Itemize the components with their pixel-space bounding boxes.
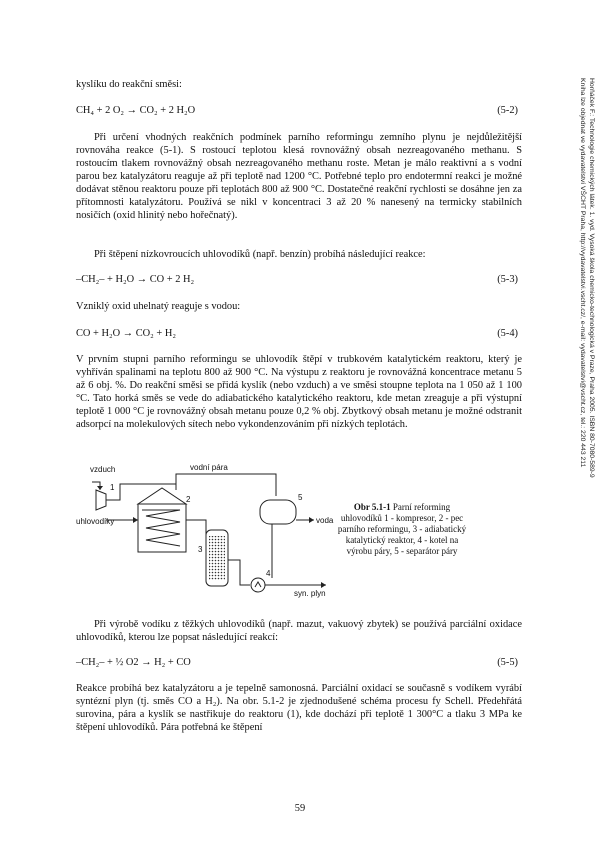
furnace-to-reactor-line <box>186 520 206 560</box>
text-line: kyslíku do reakční směsi: <box>76 79 182 90</box>
reactor-catalyst-bed <box>209 536 225 580</box>
equation-text: –CH₂– + H₂O → CO + 2 H₂ <box>76 274 195 285</box>
caption-text: Parní reforming uhlovodíků 1 - kompresor, 2 - pec parního reformingu, 3 - adiabatický katalytický reaktor, 4 - kotel na výrobu páry, 5 - separátor páry <box>337 502 467 556</box>
side-note-line: Kniha lze objednat ve vydavatelství VŠCHT Praha, http://vydavatelstvi.vscht.cz/, e-mail: vydavatelstvi@vscht.cz, tel.: 220 443 211 <box>579 78 586 468</box>
side-note <box>562 78 596 623</box>
label-4: 4 <box>266 569 271 578</box>
paragraph: Při štěpení nízkovroucích uhlovodíků (např. benzín) probíhá následující reakce: <box>94 249 426 260</box>
equation-text: CH₄ + 2 O₂ → CO₂ + 2 H₂O <box>76 105 196 116</box>
paragraph: V prvním stupni parního reformingu se uhlovodík štěpí v trubkovém katalytickém reaktoru, který je vyhříván spalinami na teplotu 800 až 900 °C. Na výstupu z reaktoru je rovnovážná koncentrace metanu 5 až 6 obj. %. Do reakční směsi se přidá kyslík (nebo vzduch) a ve směsi stoupne teplota na 1 050 až 1 100 °C. Tato horká směs se vede do adiabatického katalytického reaktoru, kde metan zreaguje a při výstupní teplotě 1 000 °C je rovnovážný obsah metanu pouze 0,2 % obj. Zbytkový obsah metanu je možné odstranit adsorpcí na molekulových sítech nebo vykondenzováním při nízkých teplotách. <box>76 354 522 430</box>
arrow-icon <box>309 517 314 523</box>
label-3: 3 <box>198 545 203 554</box>
arrow-icon <box>97 486 103 490</box>
arrow-icon <box>321 582 326 588</box>
reactor-outlet-line <box>228 560 250 585</box>
paragraph: Při výrobě vodíku z těžkých uhlovodíků (např. mazut, vakuový zbytek) se používá parciální oxidace uhlovodíků, kterou lze popsat následující reakcí: <box>76 619 522 643</box>
compressor-icon <box>96 490 106 510</box>
label-vodni-para: vodní pára <box>190 463 228 472</box>
furnace-roof <box>138 488 186 504</box>
label-uhlovodiky: uhlovodíky <box>76 517 115 526</box>
equation-5-3 <box>76 273 522 286</box>
label-5: 5 <box>298 493 303 502</box>
equation-5-2 <box>76 104 522 117</box>
paragraph: Vzniklý oxid uhelnatý reaguje s vodou: <box>76 301 241 312</box>
label-vzduch: vzduch <box>90 465 116 474</box>
equation-number: (5-4) <box>497 328 518 339</box>
equation-text: –CH₂– + ½ O2 → H₂ + CO <box>76 657 191 668</box>
paragraph: Při určení vhodných reakčních podmínek parního reformingu zemního plynu je nejdůležitější rovnováha reakce (5-1). S rostoucí teplotou klesá rovnovážný obsah nezreagovaného methanu. S rostoucím tlakem rovnovážný obsah nezreagovaného methanu roste. Metan je málo reaktivní a s vodní parou bez katalyzátoru reaguje až při teplotě nad 1200 °C. Potřebné teplo pro endotermní reakci je možné dodávat stěnou reaktoru pouze při teplotách 800 až 900 °C. Dostatečné reakční rychlosti se dosáhne jen za přítomnosti katalyzátoru. Používá se nikl v koncentraci 3 až 20 % nanesený na termicky stabilních nosičích (oxid hlinitý nebo hořečnatý). <box>76 132 522 221</box>
process-diagram <box>76 460 338 598</box>
paragraph: Reakce probíhá bez katalyzátoru a je tepelně samonosná. Parciální oxidací se současně s vodíkem vyrábí syntézní plyn (tj. směs CO a H₂). Na obr. 5.1-2 je zjednodušené schéma procesu fy Schell. Předehřátá surovina, pára a kyslík se nastřikuje do reaktoru (1), kde dochází při teplotě 1 300°C a tlaku 3 MPa ke štěpení uhlovodíků. Pára potřebná ke štěpení <box>76 683 522 733</box>
figure-caption <box>337 502 467 557</box>
furnace-icon <box>138 504 186 552</box>
label-2: 2 <box>186 495 191 504</box>
label-syn-plyn: syn. plyn <box>294 589 326 598</box>
equation-5-4 <box>76 327 522 340</box>
steam-line <box>176 474 276 496</box>
label-1: 1 <box>110 483 115 492</box>
equation-5-5 <box>76 656 522 669</box>
side-note-line: Horňáček F.: Technologie chemických látek. 1. vyd. Vysoká škola chemicko-technologická v Praze, Praha 2005. ISBN 80-7080-589-9 <box>588 78 595 478</box>
equation-number: (5-2) <box>497 105 518 116</box>
separator-icon <box>260 500 296 524</box>
page-number: 59 <box>294 803 306 814</box>
equation-number: (5-3) <box>497 274 518 285</box>
label-voda: voda <box>316 516 334 525</box>
side-note-text <box>578 78 596 623</box>
arrow-icon <box>133 517 138 523</box>
caption-title: Obr 5.1-1 <box>353 502 391 512</box>
boiler-icon <box>251 578 265 592</box>
equation-number: (5-5) <box>497 657 518 668</box>
equation-text: CO + H₂O → CO₂ + H₂ <box>76 328 176 339</box>
